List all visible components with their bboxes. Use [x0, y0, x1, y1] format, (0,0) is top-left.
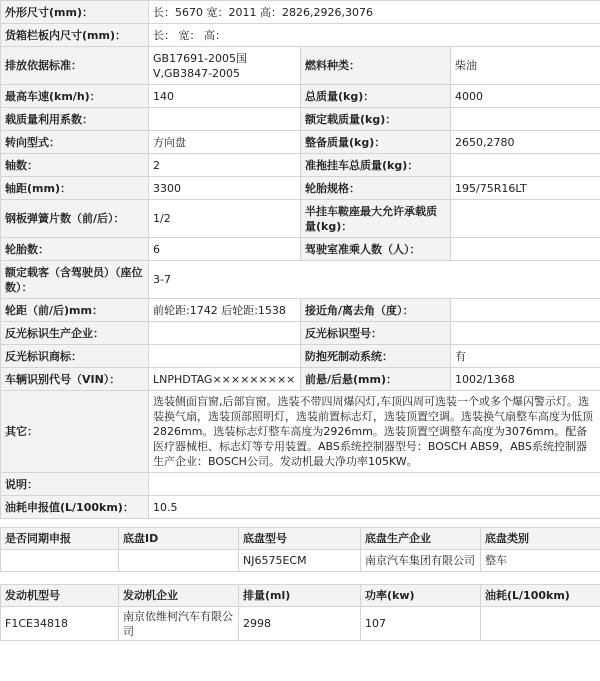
table-header: 底盘型号 [239, 528, 361, 550]
spec-value [451, 238, 600, 261]
spec-label: 轴数： [1, 154, 149, 177]
spec-row-track [1, 299, 600, 322]
table-cell: 整车 [481, 550, 600, 572]
spec-value: 前轮距:1742 后轮距:1538 [149, 299, 301, 322]
table-header: 发动机型号 [1, 585, 119, 607]
spec-value: LNPHDTAG××××××××× [149, 368, 301, 391]
spec-label: 钢板弹簧片数（前/后）： [1, 200, 149, 238]
spec-row-emission [1, 47, 600, 85]
spec-row-wheelbase [1, 177, 600, 200]
spec-label: 额定载客（含驾驶员）（座位数）： [1, 261, 149, 299]
engine-table [0, 584, 600, 641]
spec-label: 转向型式： [1, 131, 149, 154]
spec-label: 其它： [1, 391, 149, 473]
spec-label: 载质量利用系数： [1, 108, 149, 131]
spec-row-other [1, 391, 600, 473]
spec-value: 140 [149, 85, 301, 108]
spec-label: 说明： [1, 473, 149, 496]
spec-value [451, 154, 600, 177]
spec-value [451, 299, 600, 322]
table-header: 发动机企业 [119, 585, 239, 607]
table-header: 功率(kw) [361, 585, 481, 607]
spec-label: 轮胎规格： [301, 177, 451, 200]
table-row [1, 607, 600, 641]
spec-label: 排放依据标准： [1, 47, 149, 85]
spec-value-other: 选装侧面盲窗,后部盲窗。选装不带四周爆闪灯,车顶四周可选装一个或多个爆闪警示灯。选装换气扇，选装顶部照明灯，选装前置标志灯，选装顶置空调。选装换气扇整车高度为低顶2826mm。选装标志灯整车高度为2926mm。选装顶置空调整车高度为3076mm。配备医疗器械柜、标志灯等专用装置。ABS系统控制器型号：BOSCH ABS9，ABS系统控制器生产企业：BOSCH公司。发动机最大净功率105KW。 [149, 391, 600, 473]
spec-row-note [1, 473, 600, 496]
spec-value: GB17691-2005国V,GB3847-2005 [149, 47, 301, 85]
table-cell: NJ6575ECM [239, 550, 361, 572]
spec-row-speed [1, 85, 600, 108]
spec-value: 2650,2780 [451, 131, 600, 154]
spec-value: 3300 [149, 177, 301, 200]
spec-value [149, 322, 301, 345]
spec-value [149, 108, 301, 131]
spec-label: 燃料种类： [301, 47, 451, 85]
spec-value: 195/75R16LT [451, 177, 600, 200]
spec-row-fuel-consumption [1, 496, 600, 519]
spec-row-cargo [1, 24, 600, 47]
spec-label: 整备质量(kg)： [301, 131, 451, 154]
spec-value: 1/2 [149, 200, 301, 238]
spec-label: 反光标识商标： [1, 345, 149, 368]
spec-value: 1002/1368 [451, 368, 600, 391]
table-cell: 南京依维柯汽车有限公司 [119, 607, 239, 641]
spec-value: 方向盘 [149, 131, 301, 154]
table-cell [1, 550, 119, 572]
table-cell: 南京汽车集团有限公司 [361, 550, 481, 572]
spec-label: 外形尺寸(mm)： [1, 1, 149, 24]
spec-label: 车辆识别代号（VIN）： [1, 368, 149, 391]
spec-label: 反光标识型号： [301, 322, 451, 345]
spec-label: 反光标识生产企业： [1, 322, 149, 345]
table-header: 是否同期申报 [1, 528, 119, 550]
table-header: 底盘ID [119, 528, 239, 550]
spec-label: 驾驶室准乘人数（人）： [301, 238, 451, 261]
spec-label: 准拖挂车总质量(kg)： [301, 154, 451, 177]
spec-row-axles [1, 154, 600, 177]
spec-value: 3-7 [149, 261, 600, 299]
spec-label: 货箱栏板内尺寸(mm)： [1, 24, 149, 47]
spec-value [451, 108, 600, 131]
spec-label: 轮距（前/后)mm： [1, 299, 149, 322]
table-cell: F1CE34818 [1, 607, 119, 641]
spec-row-reflector-maker [1, 322, 600, 345]
spec-row-tire-count [1, 238, 600, 261]
table-cell: 107 [361, 607, 481, 641]
spec-value: 柴油 [451, 47, 600, 85]
spec-row-steering [1, 131, 600, 154]
spec-value: 2 [149, 154, 301, 177]
spec-row-dimensions [1, 1, 600, 24]
spec-value: 6 [149, 238, 301, 261]
spec-label: 轮胎数： [1, 238, 149, 261]
table-header: 底盘类别 [481, 528, 600, 550]
spec-value: 长：5670 宽：2011 高：2826,2926,3076 [149, 1, 600, 24]
spec-row-load [1, 108, 600, 131]
spec-value [149, 473, 600, 496]
table-header: 油耗(L/100km) [481, 585, 600, 607]
table-cell [119, 550, 239, 572]
spec-value [149, 345, 301, 368]
table-row [1, 550, 600, 572]
spec-label: 前悬/后悬(mm)： [301, 368, 451, 391]
chassis-table [0, 527, 600, 572]
spec-label: 最高车速(km/h)： [1, 85, 149, 108]
spec-row-vin [1, 368, 600, 391]
spec-row-spring [1, 200, 600, 238]
table-cell [481, 607, 600, 641]
spec-value [451, 200, 600, 238]
spec-value: 有 [451, 345, 600, 368]
chassis-header-row [1, 528, 600, 550]
spec-value: 长： 宽： 高： [149, 24, 600, 47]
spec-label: 额定载质量(kg)： [301, 108, 451, 131]
spec-label: 轴距(mm)： [1, 177, 149, 200]
spec-label: 接近角/离去角（度）： [301, 299, 451, 322]
spec-label: 总质量(kg)： [301, 85, 451, 108]
spec-row-reflector-brand [1, 345, 600, 368]
spec-label: 油耗申报值(L/100km)： [1, 496, 149, 519]
table-header: 底盘生产企业 [361, 528, 481, 550]
table-header: 排量(ml) [239, 585, 361, 607]
spec-value [451, 322, 600, 345]
spec-row-passengers [1, 261, 600, 299]
spec-label: 半挂车鞍座最大允许承载质量(kg)： [301, 200, 451, 238]
spec-label: 防抱死制动系统： [301, 345, 451, 368]
spec-value: 10.5 [149, 496, 600, 519]
table-cell: 2998 [239, 607, 361, 641]
engine-header-row [1, 585, 600, 607]
spec-value: 4000 [451, 85, 600, 108]
